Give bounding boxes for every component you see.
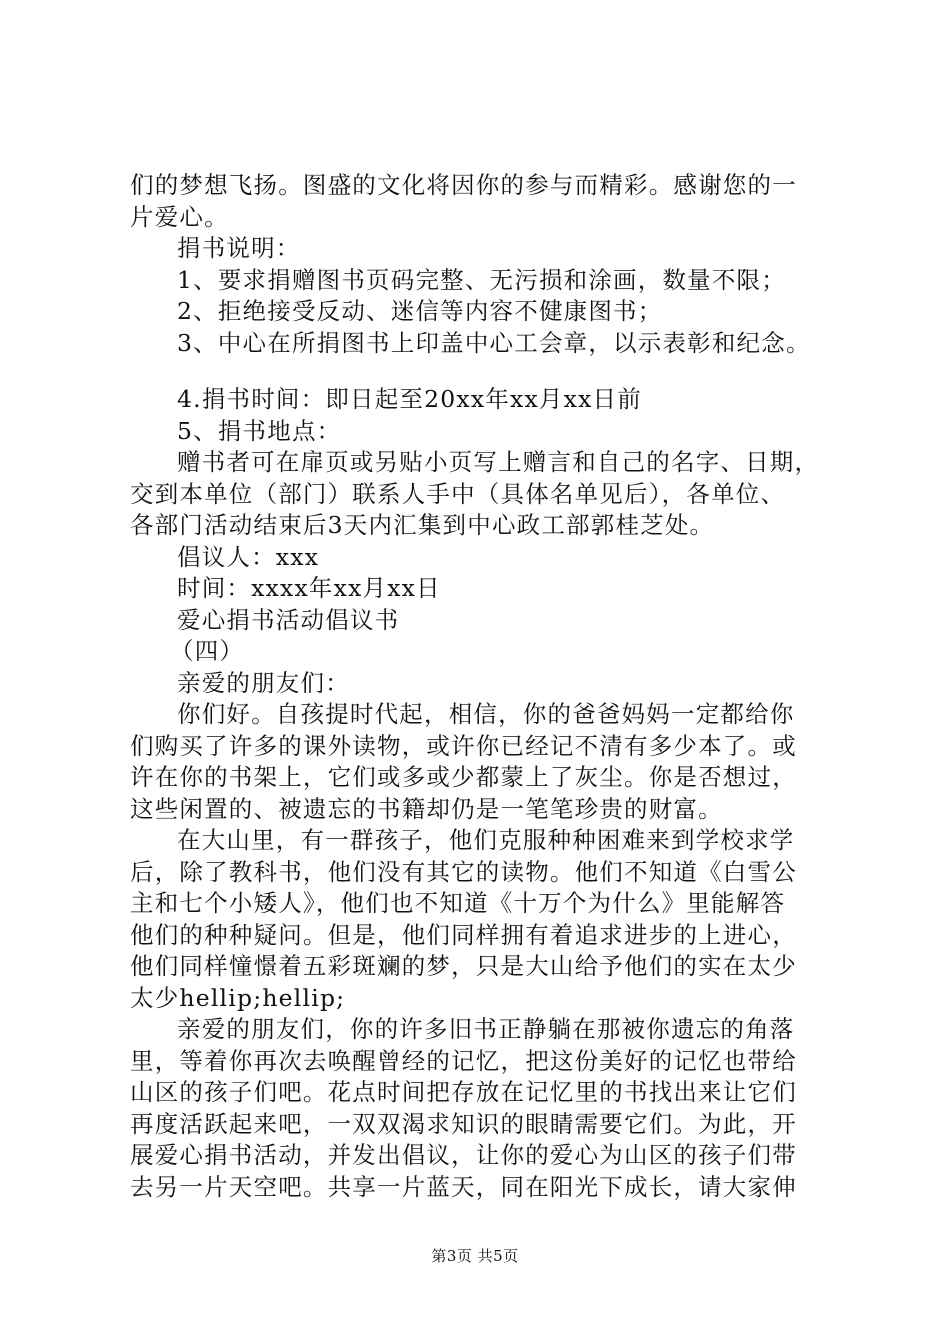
paragraph-line: 山区的孩子们吧。花点时间把存放在记忆里的书找出来让它们 (130, 1078, 797, 1106)
paragraph-line: 后，除了教科书，他们没有其它的读物。他们不知道《白雪公 (130, 857, 797, 886)
paragraph-line: 在大山里，有一群孩子，他们克服种种困难来到学校求学 (177, 826, 795, 854)
paragraph-line: 许在你的书架上，它们或多或少都蒙上了灰尘。你是否想过， (130, 763, 797, 791)
paragraph-line: 交到本单位（部门）联系人手中（具体名单见后），各单位、 (130, 479, 786, 508)
document-body (130, 170, 842, 1203)
list-item: 3、中心在所捐图书上印盖中心工会章，以示表彰和纪念。 (177, 328, 811, 357)
paragraph-line: 这些闲置的、被遗忘的书籍却仍是一笔笔珍贵的财富。 (130, 794, 723, 823)
paragraph-line: 亲爱的朋友们，你的许多旧书正静躺在那被你遗忘的角落 (177, 1015, 795, 1043)
section-number: （四） (170, 637, 245, 665)
paragraph-line: 去另一片天空吧。共享一片蓝天，同在阳光下成长，请大家伸 (130, 1172, 797, 1201)
list-item: 1、要求捐赠图书页码完整、无污损和涂画，数量不限； (177, 265, 786, 294)
paragraph-line: 们的梦想飞扬。图盛的文化将因你的参与而精彩。感谢您的一 (130, 171, 797, 199)
document-title: 爱心捐书活动倡议书 (177, 605, 400, 634)
paragraph-line: 你们好。自孩提时代起，相信，你的爸爸妈妈一定都给你 (177, 700, 795, 728)
paragraph-line: 赠书者可在扉页或另贴小页写上赠言和自己的名字、日期， (177, 448, 820, 476)
list-item: 4.捐书时间：即日起至20xx年xx月xx日前 (177, 385, 642, 413)
spacer (130, 359, 842, 384)
salutation: 亲爱的朋友们： (177, 668, 350, 697)
section-heading: 捐书说明： (177, 234, 301, 262)
date-line: 时间：xxxx年xx月xx日 (177, 574, 441, 602)
paragraph-line: 各部门活动结束后3天内汇集到中心政工部郭桂芝处。 (130, 511, 715, 539)
paragraph-line: 他们的种种疑问。但是，他们同样拥有着追求进步的上进心， (130, 920, 797, 949)
paragraph-line: 主和七个小矮人》，他们也不知道《十万个为什么》里能解答 (130, 889, 786, 917)
paragraph-line: 里，等着你再次去唤醒曾经的记忆，把这份美好的记忆也带给 (130, 1046, 797, 1075)
paragraph-line: 再度活跃起来吧，一双双渴求知识的眼睛需要它们。为此，开 (130, 1109, 797, 1138)
list-item: 2、拒绝接受反动、迷信等内容不健康图书； (177, 297, 663, 325)
signature-line: 倡议人：xxx (177, 542, 320, 571)
paragraph-line: 片爱心。 (130, 202, 229, 231)
paragraph-line: 他们同样憧憬着五彩斑斓的梦，只是大山给予他们的实在太少 (130, 952, 797, 980)
paragraph-line: 展爱心捐书活动，并发出倡议，让你的爱心为山区的孩子们带 (130, 1141, 797, 1169)
paragraph-line: 太少hellip;hellip; (130, 983, 346, 1012)
paragraph-line: 们购买了许多的课外读物，或许你已经记不清有多少本了。或 (130, 731, 797, 760)
list-item: 5、捐书地点： (177, 416, 342, 445)
page-footer: 第3页 共5页 (431, 1247, 519, 1265)
